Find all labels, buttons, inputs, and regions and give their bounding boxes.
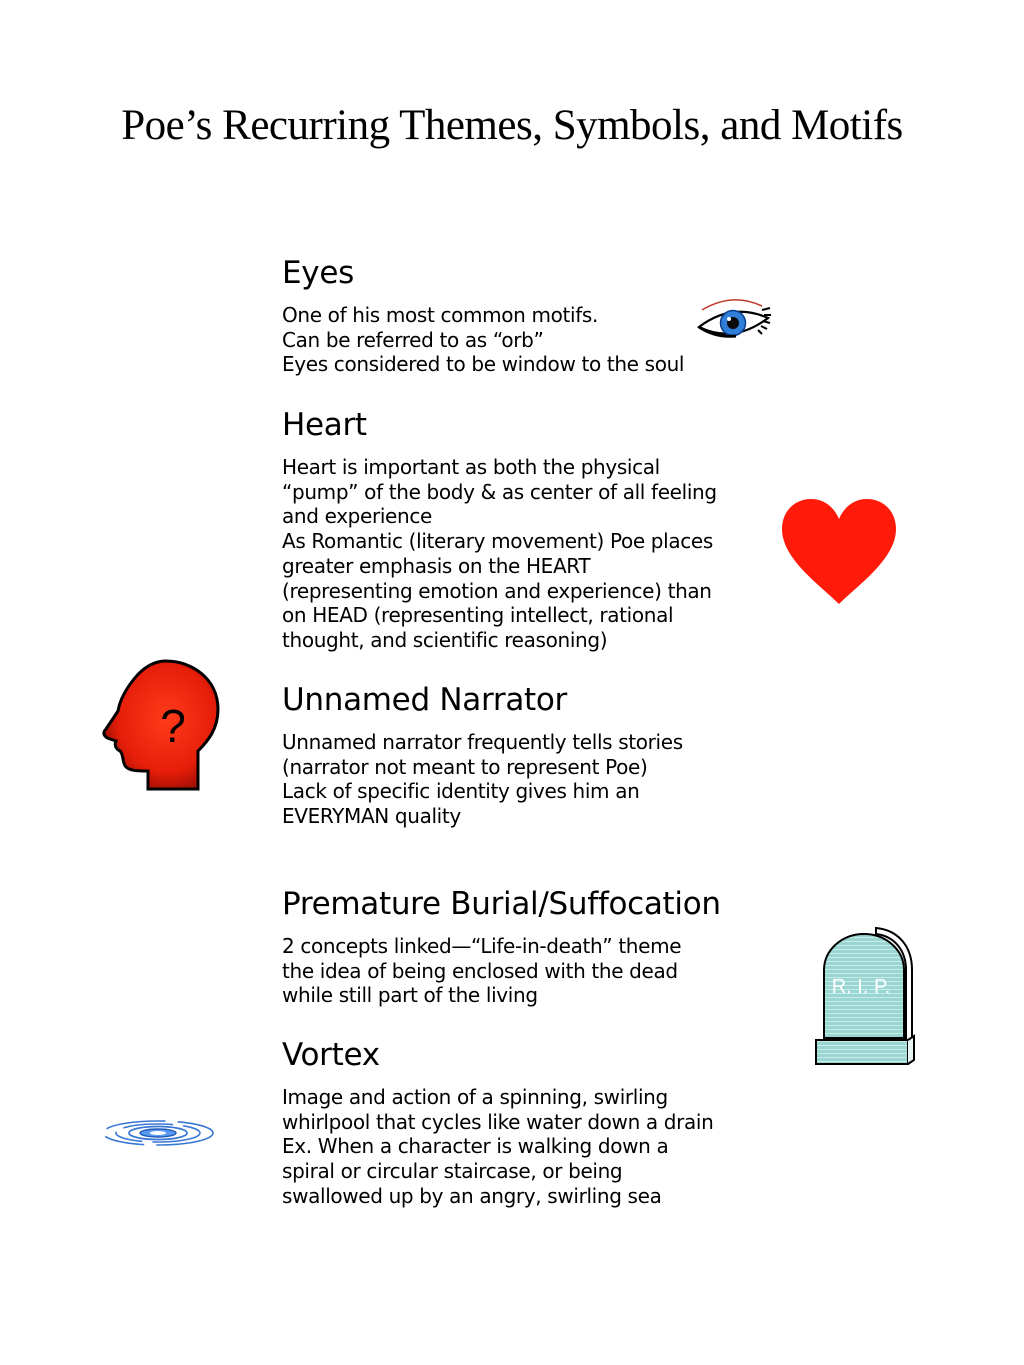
body-line: (representing emotion and experience) than: [282, 578, 712, 603]
body-line: greater emphasis on the HEART: [282, 553, 591, 578]
body-line: As Romantic (literary movement) Poe places: [282, 529, 713, 554]
eye-icon: [696, 296, 772, 348]
section-heading-vortex: Vortex: [282, 1037, 380, 1073]
section-body-vortex: [282, 1085, 782, 1209]
body-line: and experience: [282, 504, 432, 529]
tombstone-label: R. I. P.: [831, 976, 891, 998]
section-heading-eyes: Eyes: [282, 255, 354, 291]
body-line: the idea of being enclosed with the dead: [282, 958, 678, 983]
section-vortex: [282, 1035, 782, 1209]
body-line: 2 concepts linked—“Life-in-death” theme: [282, 934, 682, 958]
body-line: Ex. When a character is walking down a: [282, 1134, 669, 1159]
body-line: Image and action of a spinning, swirling: [282, 1085, 668, 1109]
body-line: “pump” of the body & as center of all feeling: [282, 479, 717, 504]
body-line: Unnamed narrator frequently tells stories: [282, 730, 683, 754]
body-line: on HEAD (representing intellect, rational: [282, 603, 674, 628]
section-heading-unnamed-narrator: Unnamed Narrator: [282, 682, 567, 718]
body-line: EVERYMAN quality: [282, 804, 461, 829]
section-body-premature-burial: [282, 934, 782, 1008]
page-title: Poe’s Recurring Themes, Symbols, and Motifs: [121, 102, 903, 149]
body-line: spiral or circular staircase, or being: [282, 1159, 623, 1184]
body-line: (narrator not meant to represent Poe): [282, 754, 648, 779]
body-line: One of his most common motifs.: [282, 303, 598, 327]
body-line: thought, and scientific reasoning): [282, 627, 608, 652]
head-question-mark: ?: [160, 700, 186, 752]
body-line: Can be referred to as “orb”: [282, 327, 544, 352]
heart-icon: [780, 497, 898, 605]
body-line: whirlpool that cycles like water down a drain: [282, 1109, 714, 1134]
section-heading-premature-burial: Premature Burial/Suffocation: [282, 886, 721, 922]
section-body-unnamed-narrator: [282, 730, 782, 829]
section-premature-burial: [282, 884, 782, 1008]
section-body-heart: [282, 455, 782, 653]
section-heading-heart: Heart: [282, 407, 367, 443]
whirlpool-icon: [100, 1118, 216, 1148]
section-heart: [282, 405, 782, 653]
body-line: Lack of specific identity gives him an: [282, 779, 640, 804]
section-unnamed-narrator: [282, 680, 782, 829]
body-line: Heart is important as both the physical: [282, 455, 660, 479]
body-line: Eyes considered to be window to the soul: [282, 352, 685, 377]
body-line: swallowed up by an angry, swirling sea: [282, 1183, 662, 1208]
body-line: while still part of the living: [282, 983, 538, 1008]
